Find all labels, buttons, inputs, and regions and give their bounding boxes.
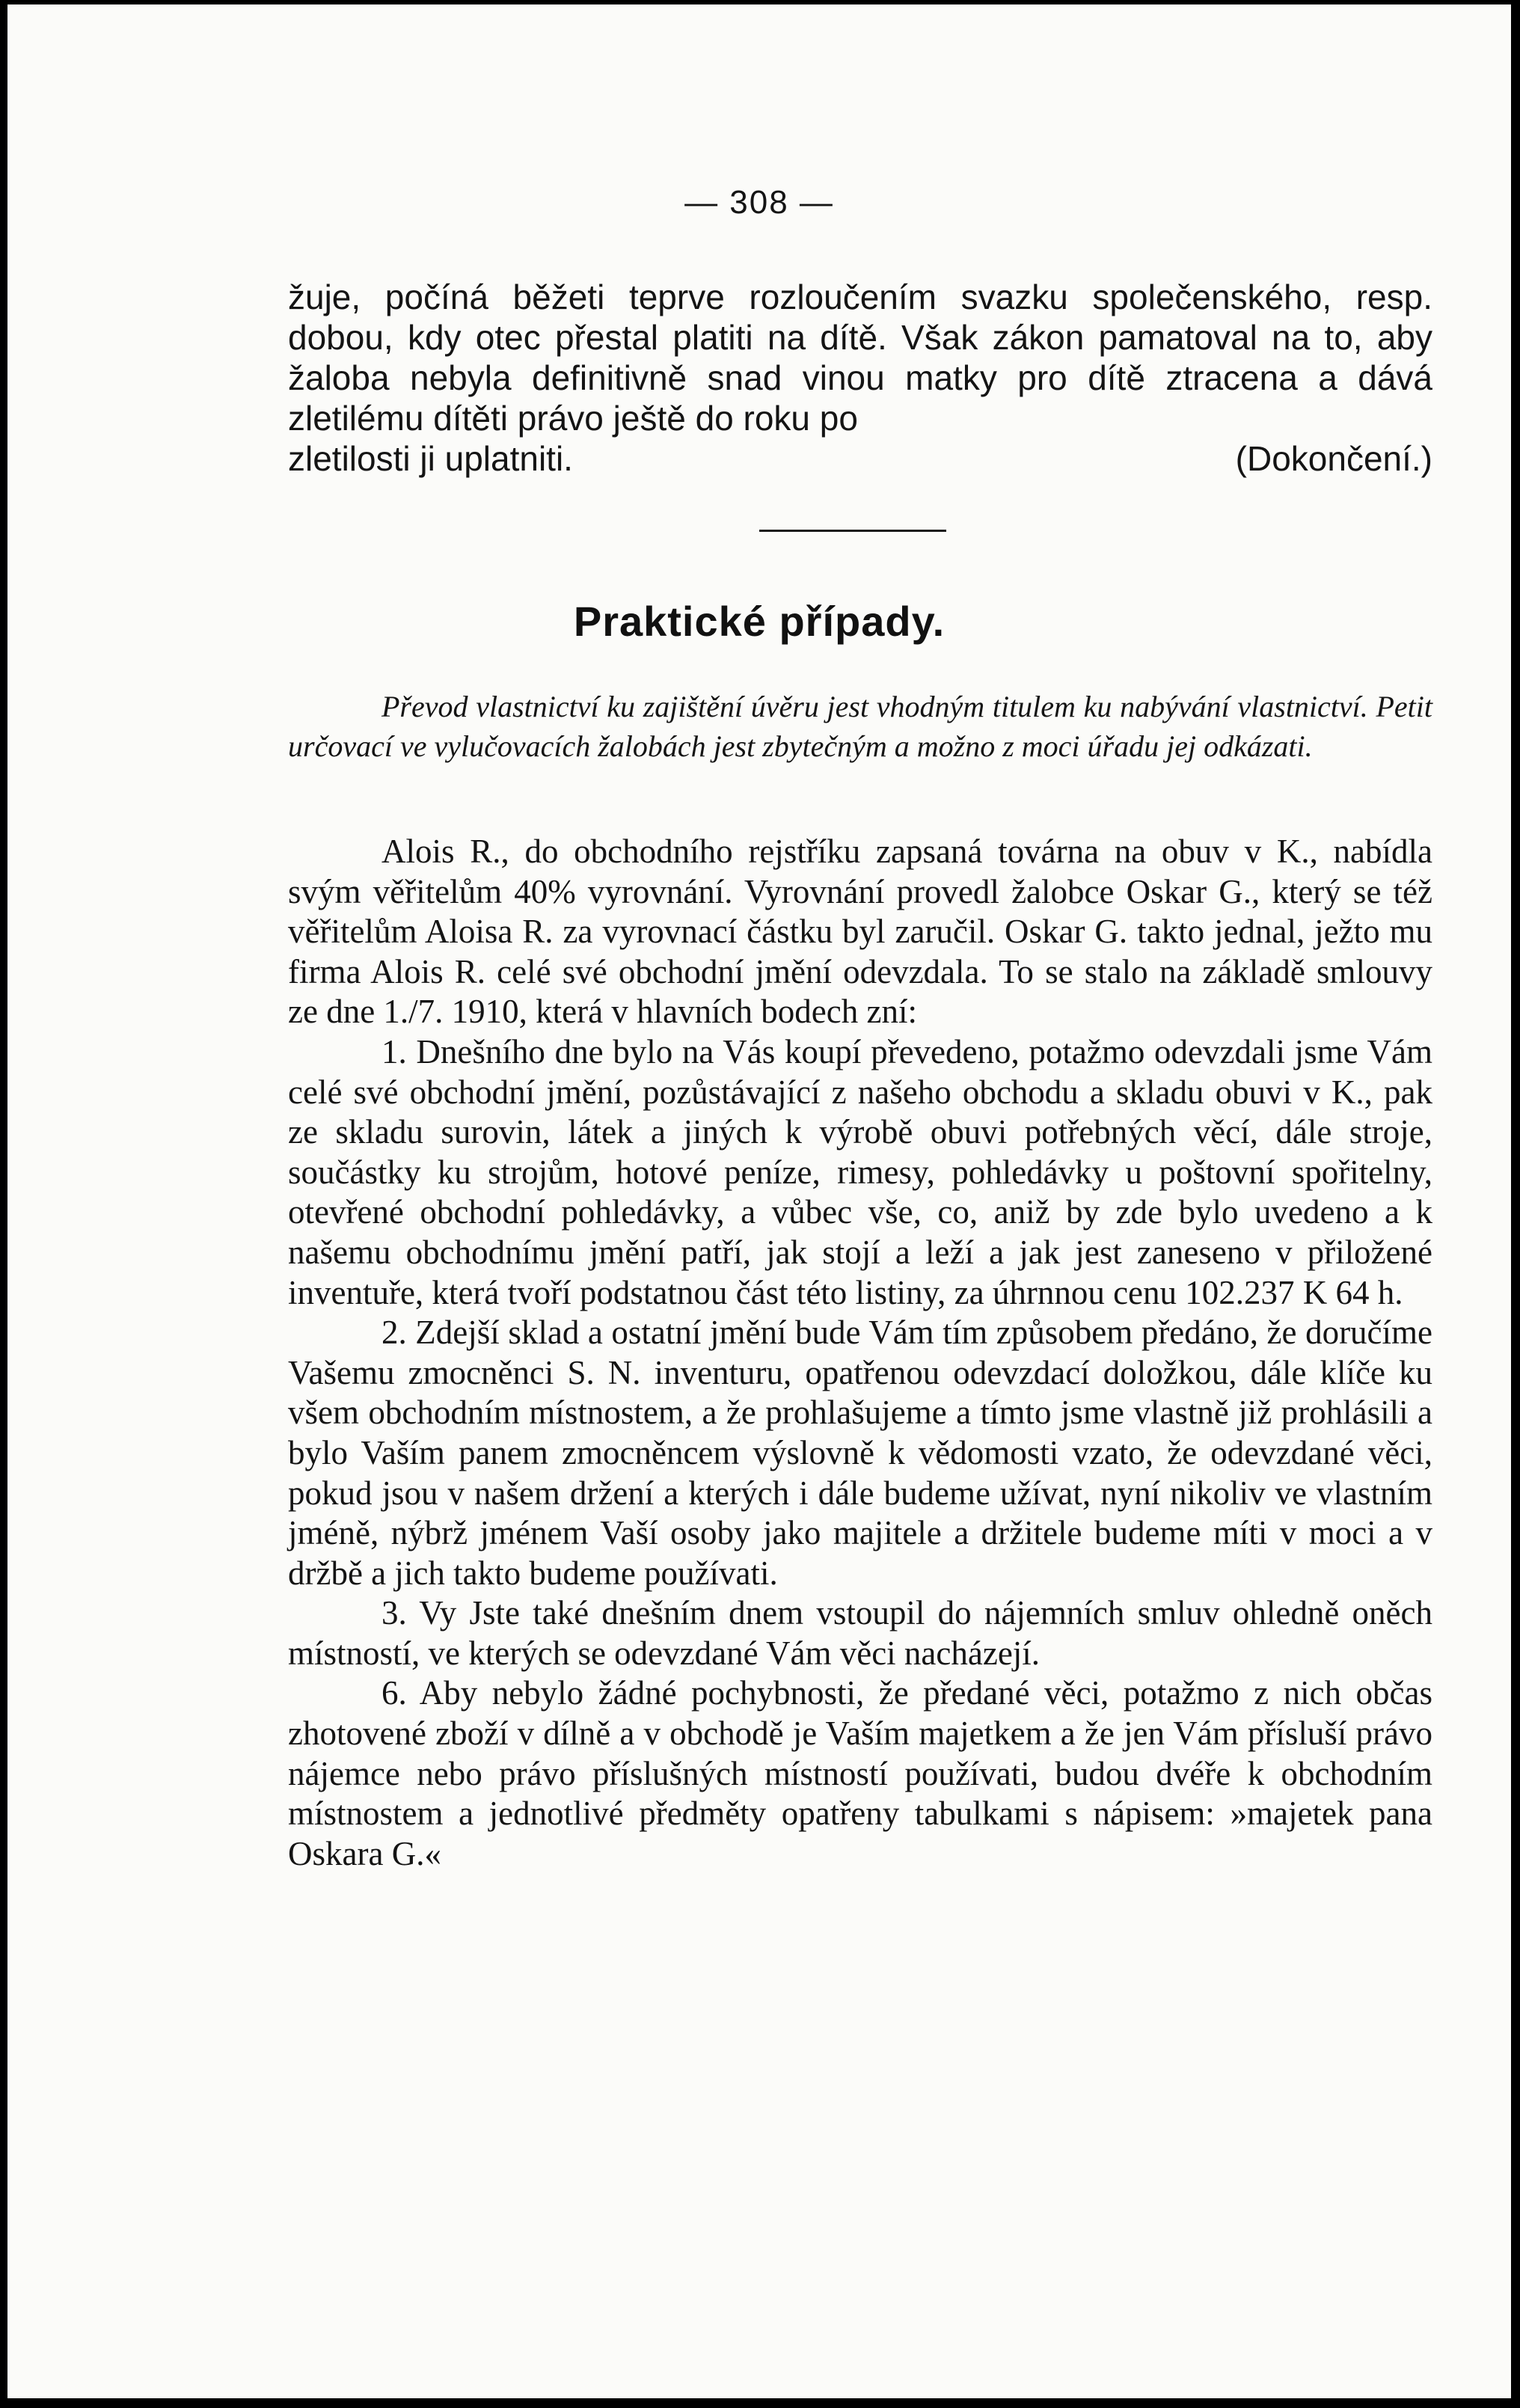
continuation-last-line-text: zletilosti ji uplatniti. [288, 439, 573, 478]
section-summary: Převod vlastnictví ku zajištění úvěru jest vhodným titulem ku nabývání vlastnictví. Petit určovací ve vylučovacích žalobách jest zbytečným a možno z moci úřadu jej odkázati. [288, 690, 1432, 763]
paragraph-intro: Alois R., do obchodního rejstříku zapsaná továrna na obuv v K., nabídla svým věřitelům 40% vyrovnání. Vyrovnání provedl žalobce Oskar G., který se též věřitelům Aloisa R. za vyrovnací částku byl zaručil. Oskar G. takto jednal, ježto mu firma Alois R. celé své obchodní jmění odevzdala. To se stalo na základě smlouvy ze dne 1./7. 1910, která v hlavních bodech zní: [288, 833, 1432, 1031]
paragraph-point-2: 2. Zdejší sklad a ostatní jmění bude Vám tím způsobem předáno, že doručíme Vašemu zmocněnci S. N. inventuru, opatřenou odevzdací doložkou, dále klíče ku všem obchodním místnostem, a že prohlašujeme a tímto jsme vlastně již prohlásili a bylo Vaším panem zmocněncem výslovně k vědomosti vzato, že odevzdané věci, pokud jsou v našem držení a kterých i dále budeme užívat, nyní nikoliv ve vlastním jméně, nýbrž jménem Vaší osoby jako majitele a držitele budeme míti v moci a v držbě a jich takto budeme používati. [288, 1314, 1432, 1592]
page-number: — 308 — [684, 184, 834, 221]
end-note: (Dokončení.) [1235, 439, 1432, 478]
body-text [288, 832, 1432, 1874]
paragraph-point-6: 6. Aby nebylo žádné pochybnosti, že předané věci, potažmo z nich občas zhotovené zboží v dílně a v obchodě je Vaším majetkem a že jen Vám přísluší právo nájemce nebo právo příslušných místností používati, budou dvéře k obchodním místnostem a jednotlivé předměty opatřeny tabulkami s nápisem: »majetek pana Oskara G.« [288, 1674, 1432, 1872]
continuation-last-line [288, 438, 1432, 479]
paragraph-point-1: 1. Dnešního dne bylo na Vás koupí převedeno, potažmo odevzdali jsme Vám celé své obchodní jmění, pozůstávající z našeho obchodu a skladu obuvi v K., pak ze skladu surovin, látek a jiných k výrobě obuvi potřebných věcí, dále stroje, součástky ku strojům, hotové peníze, rimesy, pohledávky u poštovní spořitelny, otevřené obchodní pohledávky, a vůbec vše, co, aniž by zde bylo uvedeno a k našemu obchodnímu jmění patří, jak stojí a leží a jak jest zaneseno v přiložené inventuře, která tvoří podstatnou část této listiny, za úhrnnou cenu 102.237 K 64 h. [288, 1032, 1432, 1311]
paragraph-point-3: 3. Vy Jste také dnešním dnem vstoupil do nájemních smluv ohledně oněch místností, ve kterých se odevzdané Vám věci nacházejí. [288, 1594, 1432, 1672]
section-divider [759, 530, 946, 532]
continuation-text: žuje, počíná běžeti teprve rozloučením svazku společenského, resp. dobou, kdy otec přestal platiti na dítě. Však zákon pamatoval na to, aby žaloba nebyla definitivně snad vinou matky pro dítě ztracena a dává zletilému dítěti právo ještě do roku po [288, 278, 1432, 438]
book-page [7, 4, 1511, 2398]
section-title: Praktické případy. [573, 598, 946, 645]
continuation-paragraph [288, 277, 1432, 479]
